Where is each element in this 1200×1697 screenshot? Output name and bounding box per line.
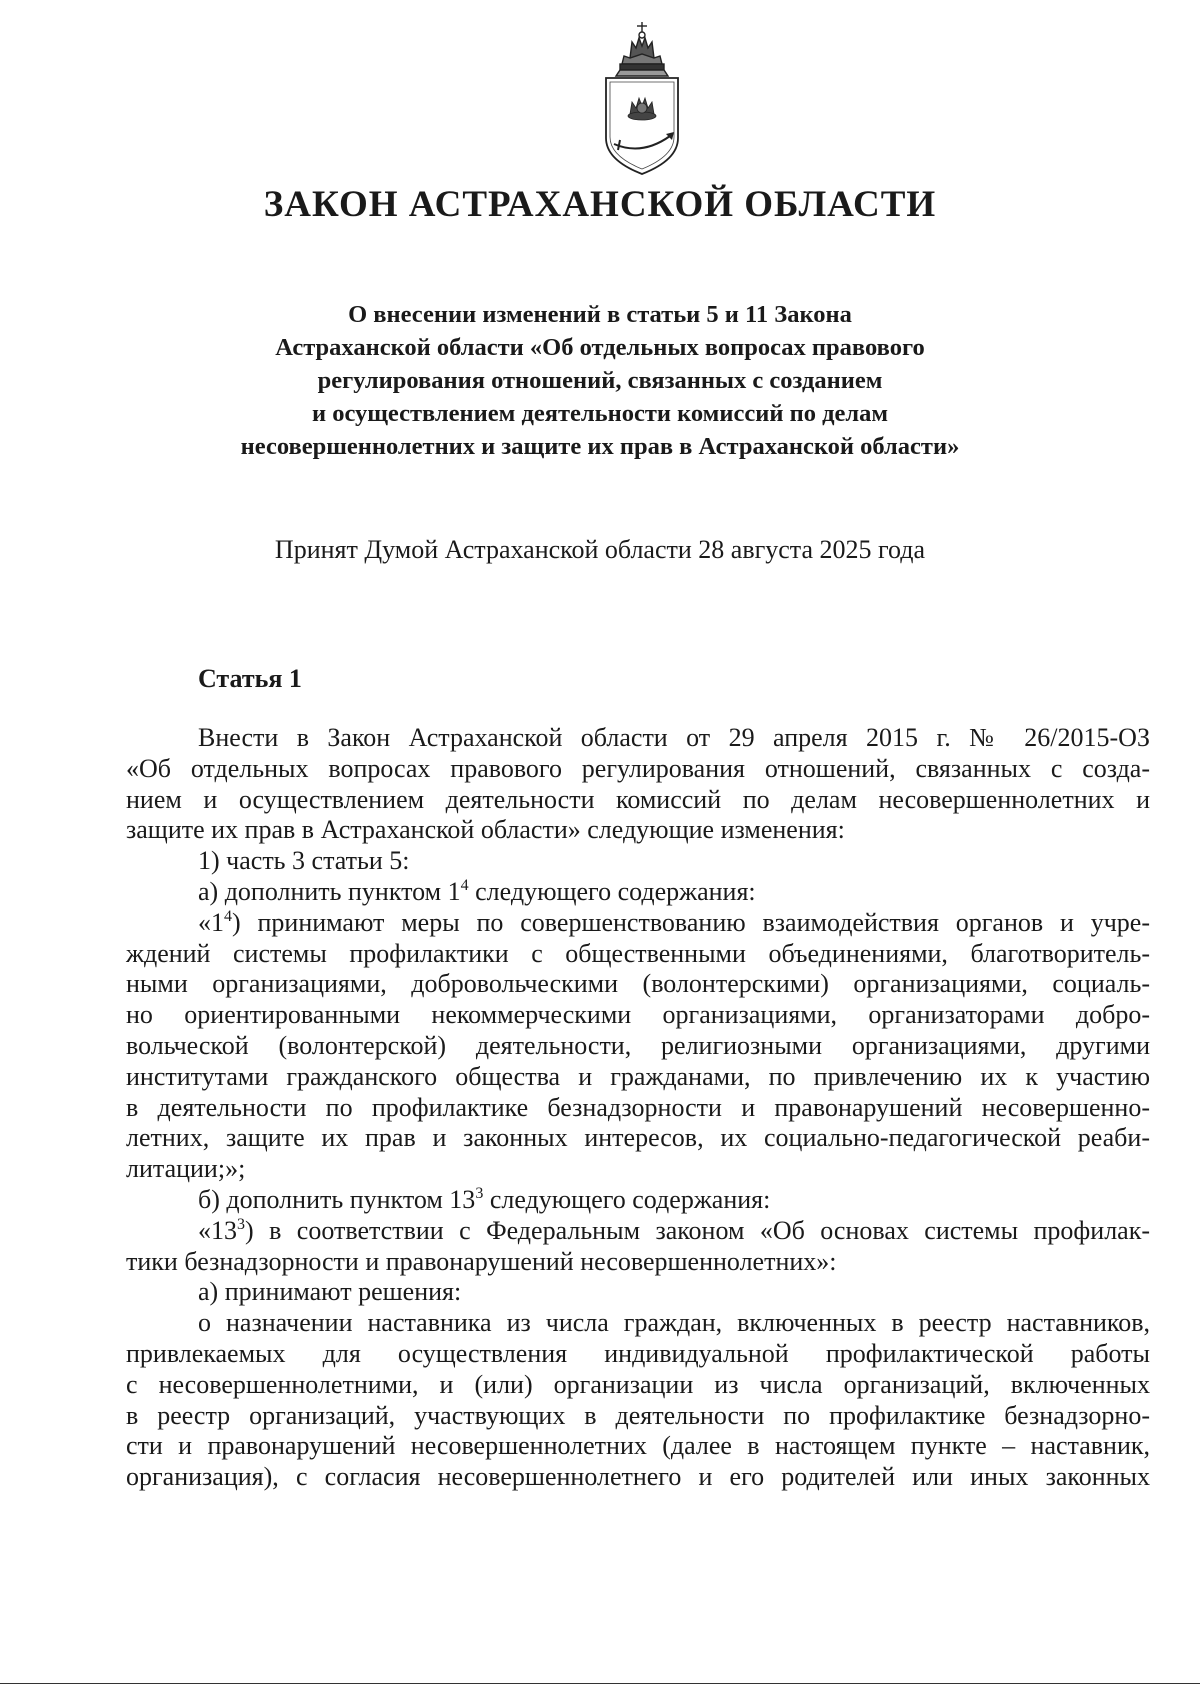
coat-of-arms-icon [596,18,688,178]
text-line: «Об отдельных вопросах правового регулирования отношений, связанных с созда- [126,753,1150,783]
adoption-statement: Принят Думой Астраханской области 28 августа 2025 года [274,535,926,564]
text-line: привлекаемых для осуществления индивидуальной профилактической работы [126,1338,1150,1368]
text-line: организация), с согласия несовершеннолетнего и его родителей или иных законных [126,1462,1150,1492]
text-line: но ориентированными некоммерческими организациями, организаторами добро- [126,1000,1150,1030]
subject-line: Астраханской области «Об отдельных вопросах правового [275,334,925,361]
law-title: ЗАКОН АСТРАХАНСКОЙ ОБЛАСТИ [263,184,937,225]
article-heading: Статья 1 [198,664,302,693]
text-line: вольческой (волонтерской) деятельности, религиозными организациями, другими [126,1030,1150,1060]
text-fragment: «13 [198,1215,237,1245]
text-fragment: следующего содержания: [483,1184,771,1214]
superscript: 3 [237,1215,245,1233]
text-fragment: «1 [198,907,224,937]
superscript: 4 [460,876,469,894]
text-line: институтами гражданского общества и гражданами, по привлечению их к участию [126,1061,1150,1091]
text-line: защите их прав в Астраханской области» следующие изменения: [126,815,845,845]
superscript: 4 [224,907,232,925]
text-line [126,908,1150,939]
superscript: 3 [475,1184,484,1202]
text-line: сти и правонарушений несовершеннолетних (далее в настоящем пункте – наставник, [126,1431,1150,1461]
text-line: 1) часть 3 статьи 5: [198,846,410,876]
text-line: нием и осуществлением деятельности комиссий по делам несовершеннолетних и [126,784,1150,814]
article-body [126,723,1150,1493]
text-line [126,877,1150,908]
law-subject [150,298,1050,463]
text-line: ными организациями, добровольческими (волонтерскими) организациями, социаль- [126,969,1150,999]
subject-line: О внесении изменений в статьи 5 и 11 Закона [348,301,852,328]
text-line: с несовершеннолетними, и (или) организации из числа организаций, включенных [126,1369,1150,1399]
footer-divider [0,1683,1200,1684]
text-line: летних, защите их прав и законных интересов, их социально-педагогической реаби- [126,1123,1150,1153]
text-line [126,1185,1150,1216]
text-line: литации;»; [126,1154,246,1184]
text-fragment: следующего содержания: [468,876,756,906]
subject-line: и осуществлением деятельности комиссий по делам [311,400,889,427]
text-fragment: ) принимают меры по совершенствованию взаимодействия органов и учре- [232,907,1150,937]
text-line: тики безнадзорности и правонарушений несовершеннолетних»: [126,1246,837,1276]
text-line: в деятельности по профилактике безнадзорности и правонарушений несовершенно- [126,1092,1150,1122]
subject-line: несовершеннолетних и защите их прав в Астраханской области» [240,433,960,460]
text-line: а) принимают решения: [198,1277,462,1307]
text-fragment: а) дополнить пунктом 1 [198,876,461,906]
text-fragment: ) в соответствии с Федеральным законом «Об основах системы профилак- [245,1215,1150,1245]
text-line: в реестр организаций, участвующих в деятельности по профилактике безнадзорно- [126,1400,1150,1430]
subject-line: регулирования отношений, связанных с созданием [317,367,883,394]
text-fragment: б) дополнить пунктом 13 [198,1184,476,1214]
text-line: ждений системы профилактики с общественными объединениями, благотворитель- [126,938,1150,968]
text-line: Внести в Закон Астраханской области от 29 апреля 2015 г. № 26/2015-ОЗ [198,723,1150,752]
text-line [126,1216,1150,1247]
text-line: о назначении наставника из числа граждан, включенных в реестр наставников, [198,1308,1150,1338]
